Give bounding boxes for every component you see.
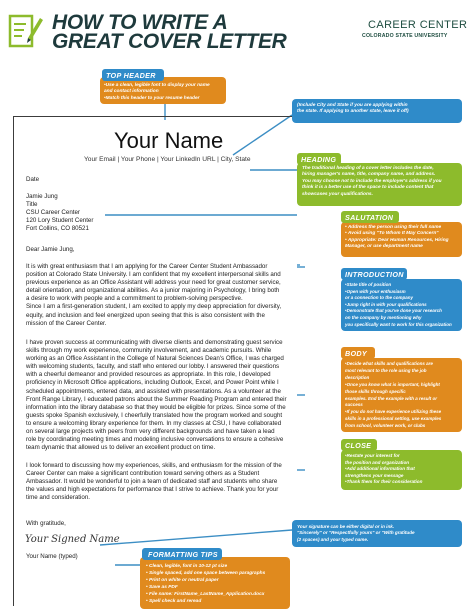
body-line: with a cheerful demeanor and provided resources as appropriate. In this role, I developed <box>26 371 271 379</box>
letter-recipient-block <box>26 193 93 233</box>
callout-line: Your signature can be either digital or in ink. <box>297 524 395 529</box>
callout-line: •State title of position <box>345 282 392 287</box>
page-title-line2: GREAT COVER LETTER <box>52 30 287 53</box>
callout-line: •Match this header to your resume header <box>104 95 200 101</box>
letter-signature: Your Signed Name <box>25 534 120 545</box>
body-line: proficiency in Microsoft Office applications, including Outlook, Excel, and Power Point while I <box>26 379 279 387</box>
callout-line: showcases your qualifications. <box>302 191 373 197</box>
callout-line: (Include City and State if you are applying within <box>297 103 408 108</box>
recipient-line: 120 Lory Student Center <box>26 217 94 224</box>
body-line: Front Range Library, I educated patrons about the Summer Reading Program and entered their <box>26 395 287 403</box>
body-line: with welcoming students, faculty, and staff who entered our lobby. I answered their questions <box>26 363 280 371</box>
callout-line: The traditional heading of a cover letter includes the date, <box>302 166 434 171</box>
callout-heading <box>297 155 462 206</box>
intro-line: mission of the Career Center. <box>26 319 107 327</box>
letter-typed-name: Your Name (typed) <box>26 553 78 560</box>
recipient-line: CSU Career Center <box>26 209 80 216</box>
letter-date: Date <box>26 176 40 183</box>
callout-line: on the company by mentioning why <box>345 314 422 320</box>
callout-introduction <box>341 270 462 331</box>
recipient-line: Fort Collins, CO 80521 <box>26 225 89 232</box>
body-line: skills through my work experience, community involvement, and academic pursuits. While <box>26 347 272 355</box>
body-line: on several large projects with peers from very different backgrounds and have taken a lead <box>26 428 275 436</box>
callout-line: those skills through specific <box>345 388 406 394</box>
callout-line: •Use a clean, legible font to display your name <box>104 83 210 88</box>
letter-salutation: Dear Jamie Jung, <box>26 246 75 253</box>
callout-line: hiring manager's name, title, company name, and address. <box>302 172 436 178</box>
letter-intro-paragraph <box>26 263 310 328</box>
callout-line: • Address the person using their full name <box>345 225 442 230</box>
callout-line: • Spell check and reread <box>146 599 202 604</box>
callout-line: • Avoid using "To Whom It May Concern" <box>345 231 439 237</box>
callout-line: •Open with your enthusiasm <box>345 288 406 294</box>
callout-title: FORMATTING TIPS <box>148 550 218 559</box>
page-title-line1: HOW TO WRITE A <box>52 11 228 34</box>
callout-line: • Single spaced, add one space between paragraphs <box>146 571 266 576</box>
callout-line: from school, volunteer work, or clubs <box>345 423 426 429</box>
intro-line: position at Colorado State University. I am confident that my excellent interpersonal skills and <box>26 271 281 279</box>
callout-line: description <box>345 374 370 380</box>
intro-line: a desire to work with people and a commitment to problem-solving perspective. <box>26 295 243 303</box>
body-line: team dynamic that allowed us to deliver an excellent product on time. <box>26 444 216 452</box>
close-line: Ambassador. It would be wonderful to join a team of dedicated staff and students who share <box>26 478 278 486</box>
callout-line: think it is a better use of the space to include content that <box>302 185 434 191</box>
callout-salutation <box>341 213 462 257</box>
body-line: I have proven success at communicating with diverse clients and demonstrating guest service <box>26 339 283 346</box>
intro-line: It is with great enthusiasm that I am applying for the Career Center Student Ambassador <box>26 263 268 270</box>
callout-line: • Print on white or neutral paper <box>146 578 219 583</box>
callout-line: strengthens your message <box>345 472 404 478</box>
callout-line: "Sincerely" or "Respectfully yours" or "With gratitude <box>297 530 415 536</box>
callout-title: INTRODUCTION <box>345 270 404 279</box>
callout-title: TOP HEADER <box>106 71 156 80</box>
callout-body <box>345 225 449 251</box>
letter-sign-off: With gratitude, <box>26 520 66 527</box>
body-line: information into the library database so that they would be eligible for prizes. Since some of the <box>26 403 286 411</box>
callout-body <box>345 453 422 486</box>
intro-line: detail orientation, and organizational abilities. As a junior majoring in Psychology, I bring both <box>26 287 280 295</box>
close-line: the values and high expectations for performance that I strive to achieve. Thank you for your <box>26 486 279 494</box>
callout-top-header <box>100 71 226 104</box>
callout-body <box>104 83 210 102</box>
callout-signature-note <box>292 520 462 547</box>
body-line: to ensure a welcoming library experience for them. In my classes at CSU, I have collaborated <box>26 419 282 427</box>
callout-line: and contact information <box>104 89 159 95</box>
callout-body <box>345 361 441 430</box>
callout-line: or a connection to the company <box>345 295 414 301</box>
callout-title: HEADING <box>301 155 337 164</box>
callout-line: •Add additional information that <box>345 466 415 472</box>
callout-line: the position and organization <box>345 459 410 465</box>
letter-name: Your Name <box>114 128 224 153</box>
callout-line: most relevant to the role using the job <box>345 367 427 373</box>
letter-body-paragraph <box>26 339 310 452</box>
callout-line: •Thank them for their consideration <box>345 479 423 485</box>
callout-line: success <box>345 402 363 408</box>
body-line: role by coordinating meeting times and modeling inclusive conversations to ensure a cohesive <box>26 436 284 444</box>
callout-body-section <box>341 349 462 432</box>
body-line: guests spoke Spanish exclusively, I cheerfully translated how the program worked and sought <box>26 411 283 419</box>
callout-line: you specifically want to work for this organization <box>345 321 452 327</box>
callout-line: •Once you know what is important, highlight <box>345 381 440 387</box>
close-line: Career Center can make a significant contribution toward serving others as a Student <box>26 470 260 478</box>
body-line: working as an Office Assistant in the College of Natural Sciences Dean's Office, I was charged <box>26 355 284 363</box>
callout-line: •Jump right in with your qualifications <box>345 301 427 307</box>
callout-line: skills in a professional setting, use examples <box>345 416 442 422</box>
callout-line: • File name: FirstName_LastName_Application.docx <box>146 592 265 597</box>
callout-line: •Demonstrate that you've done your research <box>345 308 442 314</box>
body-line: scheduled appointments, entered data, and assisted with presentations. As a volunteer at the <box>26 387 281 395</box>
intro-line: Since I am a first-generation student, I am excited to apply my deep appreciation for diversity, <box>26 303 282 311</box>
callout-body <box>302 166 442 198</box>
callout-line: • Appropriate: Dear Human Resources, Hiring <box>345 237 449 243</box>
recipient-line: Title <box>26 201 38 208</box>
callout-line: •If you do not have experience utilizing these <box>345 409 442 415</box>
callout-body <box>146 563 265 605</box>
callout-line: Manager, or use department name <box>345 244 423 250</box>
callout-city-state-note <box>292 99 462 123</box>
callout-body <box>345 282 452 328</box>
callout-line: •Decide what skills and qualifications are <box>345 361 433 366</box>
letter-contact-line: Your Email | Your Phone | Your LinkedIn URL | City, State <box>84 156 251 163</box>
org-subtitle: COLORADO STATE UNIVERSITY <box>362 33 448 39</box>
callout-body <box>297 103 409 116</box>
org-name: CAREER CENTER <box>368 19 468 31</box>
callout-title: SALUTATION <box>345 213 394 222</box>
callout-close <box>341 441 462 490</box>
callout-line: •Restate your interest for <box>345 453 400 458</box>
callout-line: the state. If applying to another state, leave it off) <box>297 109 409 115</box>
callout-line: examples. End the example with a result or <box>345 395 438 401</box>
close-line: time and consideration. <box>26 494 90 502</box>
callout-line: You may choose not to include the employer's address if you <box>302 178 442 184</box>
callout-title: CLOSE <box>345 441 372 450</box>
recipient-line: Jamie Jung <box>26 193 58 200</box>
intro-line: equity, and inclusion and feel energized upon seeing that this is also consistent with the <box>26 311 265 319</box>
callout-title: BODY <box>345 349 367 358</box>
intro-line: previous experience as an Office Assistant will address your need for great customer service, <box>26 279 281 287</box>
callout-formatting-tips <box>140 550 290 609</box>
callout-line: (2 spaces) and your typed name. <box>297 536 369 542</box>
callout-line: • Save as PDF <box>146 585 178 590</box>
close-line: I look forward to discussing how my experiences, skills, and enthusiasm for the mission of the <box>26 462 282 469</box>
letter-close-paragraph <box>26 462 310 502</box>
callout-line: • Clean, legible, font in 10-12 pt size <box>146 564 228 569</box>
callout-body <box>297 524 415 543</box>
